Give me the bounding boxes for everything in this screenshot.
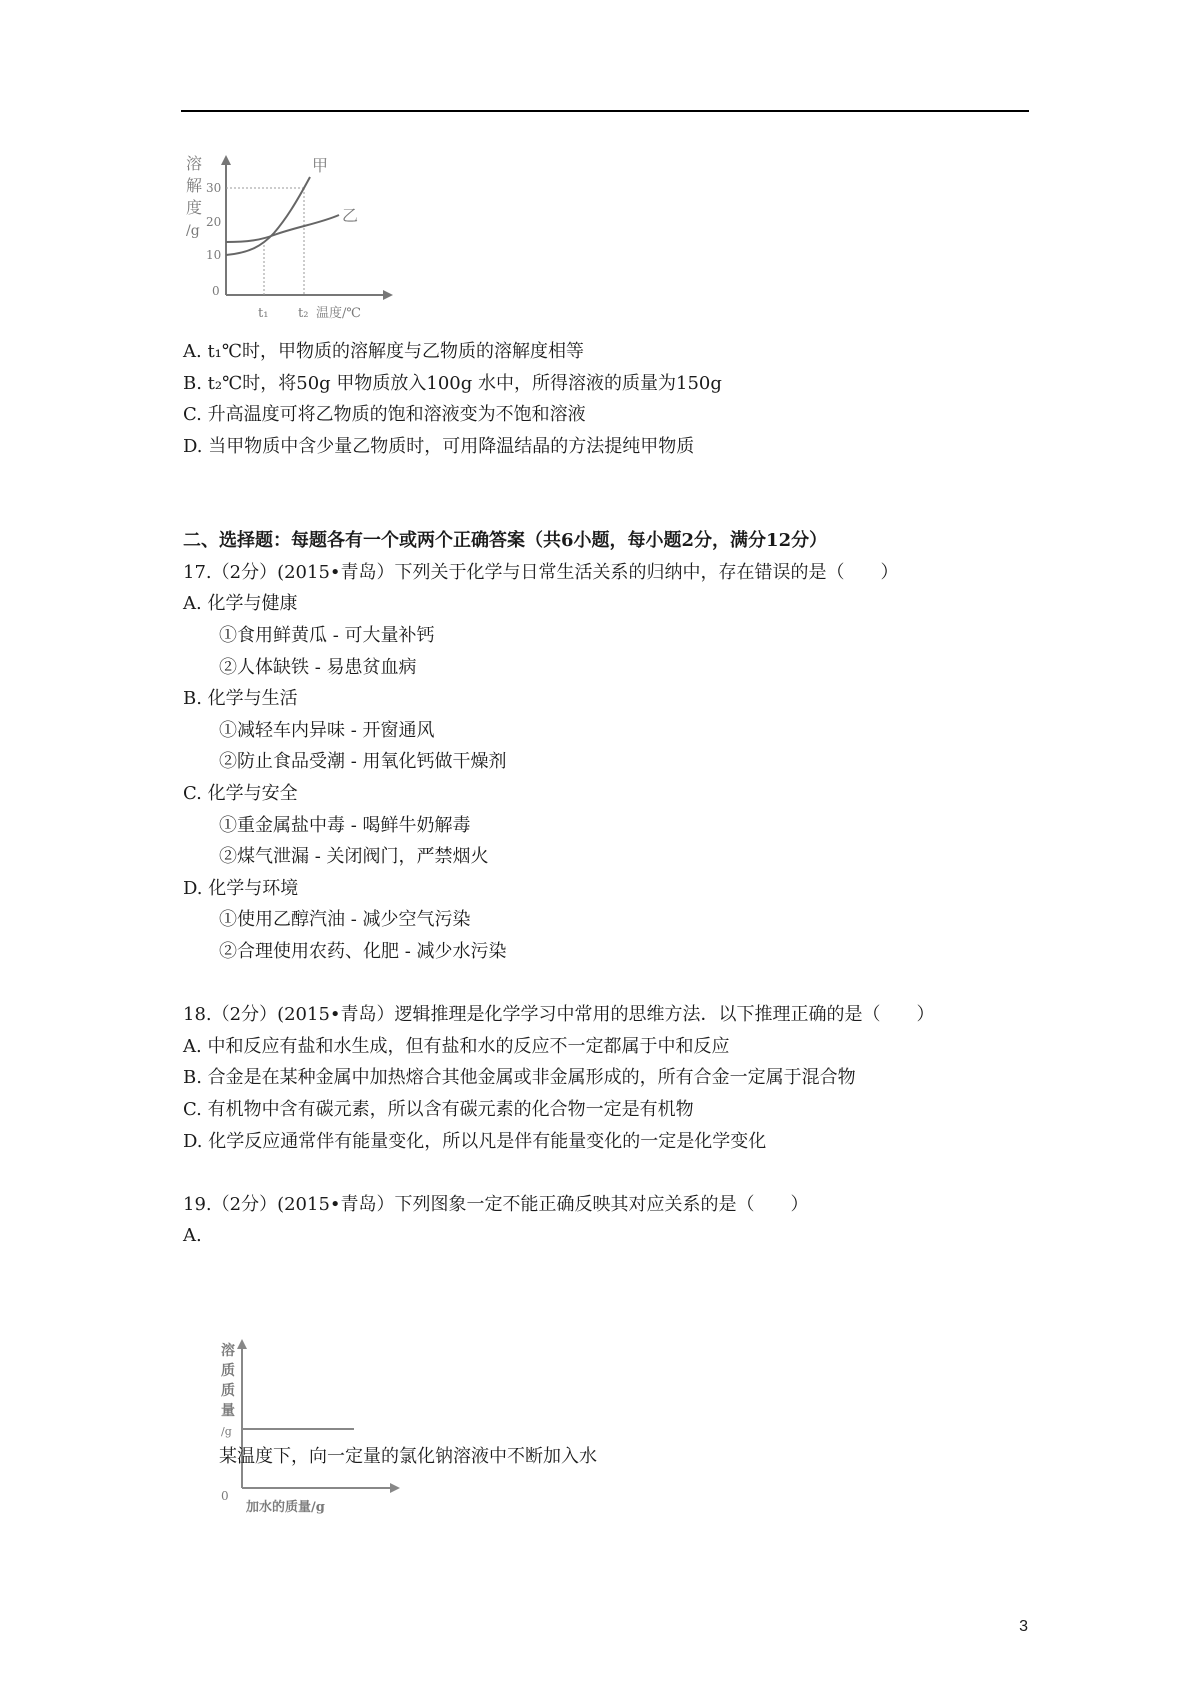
header-rule [181, 110, 1029, 112]
q16-option-b: B. t₂℃时，将50g 甲物质放入100g 水中，所得溶液的质量为150g [183, 373, 722, 394]
curve-label-jia: 甲 [312, 156, 329, 175]
y-label-char: 度 [186, 198, 203, 217]
y-axis-label [186, 155, 202, 239]
origin-label: 0 [221, 1489, 229, 1503]
q18-stem: 18.（2分）(2015•青岛）逻辑推理是化学学习中常用的思维方法．以下推理正确的是（ ） [183, 1004, 935, 1025]
section-heading: 二、选择题：每题各有一个或两个正确答案（共6小题，每小题2分，满分12分） [183, 530, 828, 551]
q18-option-c: C. 有机物中含有碳元素，所以含有碳元素的化合物一定是有机物 [183, 1099, 694, 1120]
y-axis-arrow [237, 1339, 247, 1349]
q17-option-b: B. 化学与生活 [183, 688, 298, 709]
page-number: 3 [1019, 1618, 1028, 1635]
q16-option-a: A. t₁℃时，甲物质的溶解度与乙物质的溶解度相等 [183, 341, 585, 362]
y-label-char: 溶 [186, 155, 203, 173]
y-tick-30: 30 [206, 181, 222, 195]
q17-option-a: A. 化学与健康 [183, 593, 298, 614]
x-axis-arrow [390, 1483, 400, 1493]
curve-yi [226, 215, 339, 242]
q16-option-c: C. 升高温度可将乙物质的饱和溶液变为不饱和溶液 [183, 404, 586, 425]
x-axis-label: 温度/℃ [316, 306, 361, 321]
q19-stem: 19.（2分）(2015•青岛）下列图象一定不能正确反映其对应关系的是（ ） [183, 1194, 809, 1215]
curve-label-yi: 乙 [342, 206, 359, 225]
q17-option-a-item: ①食用鲜黄瓜 - 可大量补钙 [219, 625, 435, 646]
y-tick-10: 10 [206, 248, 222, 262]
solubility-chart [186, 155, 396, 325]
q17-stem: 17.（2分）(2015•青岛）下列关于化学与日常生活关系的归纳中，存在错误的是（ ） [183, 562, 899, 583]
q18-option-b: B. 合金是在某种金属中加热熔合其他金属或非金属形成的，所有合金一定属于混合物 [183, 1067, 856, 1088]
y-label-char: 质 [221, 1383, 235, 1399]
q18-option-d: D. 化学反应通常伴有能量变化，所以凡是伴有能量变化的一定是化学变化 [183, 1131, 767, 1152]
q17-option-d-item: ①使用乙醇汽油 - 减少空气污染 [219, 909, 471, 930]
q17-option-b-item: ②防止食品受潮 - 用氧化钙做干燥剂 [219, 751, 507, 772]
q17-option-c: C. 化学与安全 [183, 783, 298, 804]
x-tick-t2: t₂ [298, 306, 309, 321]
x-tick-t1: t₁ [258, 306, 269, 321]
q17-option-d-item: ②合理使用农药、化肥 - 减少水污染 [219, 941, 507, 962]
q18-option-a: A. 中和反应有盐和水生成，但有盐和水的反应不一定都属于中和反应 [183, 1036, 730, 1057]
curve-jia [226, 177, 310, 255]
solute-mass-chart [218, 1335, 408, 1515]
y-label-char: /g [221, 1425, 232, 1438]
y-axis-arrow [221, 155, 231, 165]
y-label-char: 量 [221, 1403, 235, 1419]
q17-option-d: D. 化学与环境 [183, 878, 299, 899]
q17-option-c-item: ①重金属盐中毒 - 喝鲜牛奶解毒 [219, 815, 471, 836]
y-tick-0: 0 [212, 284, 220, 298]
y-label-char: 解 [186, 176, 203, 195]
y-axis-label [221, 1342, 235, 1438]
x-axis-label: 加水的质量/g [246, 1500, 325, 1515]
y-label-char: 溶 [221, 1343, 235, 1359]
x-axis-arrow [383, 290, 393, 300]
q19-option-a-caption: 某温度下，向一定量的氯化钠溶液中不断加入水 [219, 1446, 597, 1467]
q17-option-a-item: ②人体缺铁 - 易患贫血病 [219, 657, 417, 678]
q19-option-a-label: A. [183, 1225, 202, 1246]
q16-option-d: D. 当甲物质中含少量乙物质时，可用降温结晶的方法提纯甲物质 [183, 436, 695, 457]
q17-option-b-item: ①减轻车内异味 - 开窗通风 [219, 720, 435, 741]
y-label-char: /g [186, 223, 200, 239]
q17-option-c-item: ②煤气泄漏 - 关闭阀门，严禁烟火 [219, 846, 489, 867]
y-label-char: 质 [221, 1363, 235, 1379]
y-tick-20: 20 [206, 215, 222, 229]
